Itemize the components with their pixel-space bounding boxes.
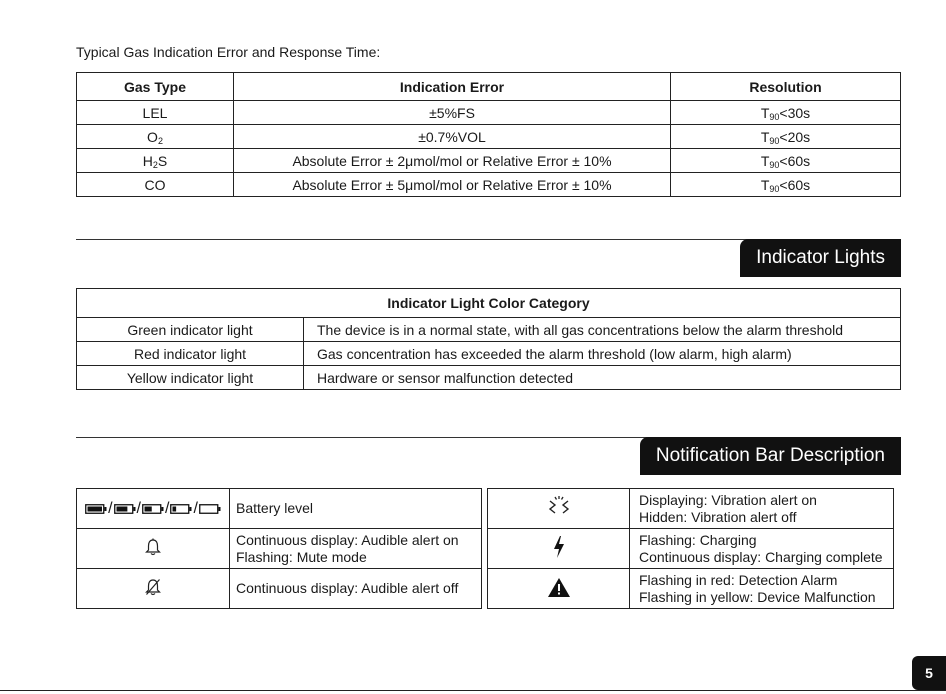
table-row — [77, 366, 901, 390]
separator: / — [108, 499, 113, 517]
notification-table-left — [76, 488, 482, 609]
warning-icon — [488, 569, 630, 609]
table-row — [77, 569, 482, 609]
table-row — [77, 101, 901, 125]
gas-type-cell: $H_2S$ — [77, 149, 234, 173]
table-row — [77, 489, 482, 529]
bell-off-icon — [77, 569, 230, 609]
table-row — [77, 125, 901, 149]
indication-error-cell: Absolute Error ± 5μmol/mol or Relative Error ± 10% — [234, 173, 671, 197]
gas-type-cell: LEL — [77, 101, 234, 125]
notification-desc: Continuous display: Audible alert on Flashing: Mute mode — [230, 529, 482, 569]
table-row — [77, 342, 901, 366]
header-light-category: Indicator Light Color Category — [77, 289, 901, 318]
battery-icon — [114, 503, 136, 515]
indication-error-cell: ±5%FS — [234, 101, 671, 125]
resolution-cell: $T_{90}<30s$ — [671, 101, 901, 125]
table-header-row — [77, 73, 901, 101]
light-name-cell: Yellow indicator light — [77, 366, 304, 390]
gas-type-cell: $O_2$ — [77, 125, 234, 149]
table-row — [488, 489, 894, 529]
light-desc-cell: Gas concentration has exceeded the alarm threshold (low alarm, high alarm) — [304, 342, 901, 366]
light-desc-cell: The device is in a normal state, with all gas concentrations below the alarm threshold — [304, 318, 901, 342]
table-row — [488, 529, 894, 569]
battery-icon — [199, 503, 221, 515]
header-resolution: Resolution — [671, 73, 901, 101]
light-desc-cell: Hardware or sensor malfunction detected — [304, 366, 901, 390]
table-header-row — [77, 289, 901, 318]
separator: / — [136, 499, 141, 517]
notification-table-right — [487, 488, 894, 609]
notification-desc: Flashing: Charging Continuous display: Charging complete — [630, 529, 894, 569]
resolution-cell: $T_{90}<60s$ — [671, 173, 901, 197]
intro-text: Typical Gas Indication Error and Response Time: — [76, 44, 381, 60]
separator: / — [193, 499, 198, 517]
battery-icon — [142, 503, 164, 515]
gas-error-table — [76, 72, 901, 197]
notification-desc: Battery level — [230, 489, 482, 529]
notification-desc: Continuous display: Audible alert off — [230, 569, 482, 609]
section-title-notification-bar: Notification Bar Description — [640, 437, 901, 475]
light-name-cell: Green indicator light — [77, 318, 304, 342]
indication-error-cell: ±0.7%VOL — [234, 125, 671, 149]
header-indication-error: Indication Error — [234, 73, 671, 101]
battery-icon — [170, 503, 192, 515]
battery-icon — [85, 503, 107, 515]
indication-error-cell: Absolute Error ± 2μmol/mol or Relative Error ± 10% — [234, 149, 671, 173]
indicator-light-table — [76, 288, 901, 390]
battery-levels-icon — [77, 489, 230, 529]
notification-desc: Displaying: Vibration alert on Hidden: Vibration alert off — [630, 489, 894, 529]
resolution-cell: $T_{90}<60s$ — [671, 149, 901, 173]
footer-rule — [0, 690, 946, 691]
resolution-cell: $T_{90}<20s$ — [671, 125, 901, 149]
section-title-indicator-lights: Indicator Lights — [740, 239, 901, 277]
table-row — [77, 318, 901, 342]
vibration-icon — [488, 489, 630, 529]
separator: / — [165, 499, 170, 517]
gas-type-cell: CO — [77, 173, 234, 197]
table-row — [77, 149, 901, 173]
light-name-cell: Red indicator light — [77, 342, 304, 366]
bell-icon — [77, 529, 230, 569]
notification-desc: Flashing in red: Detection Alarm Flashing in yellow: Device Malfunction — [630, 569, 894, 609]
table-row — [77, 529, 482, 569]
lightning-icon — [488, 529, 630, 569]
table-row — [488, 569, 894, 609]
table-row — [77, 173, 901, 197]
header-gas-type: Gas Type — [77, 73, 234, 101]
page-number: 5 — [912, 656, 946, 690]
